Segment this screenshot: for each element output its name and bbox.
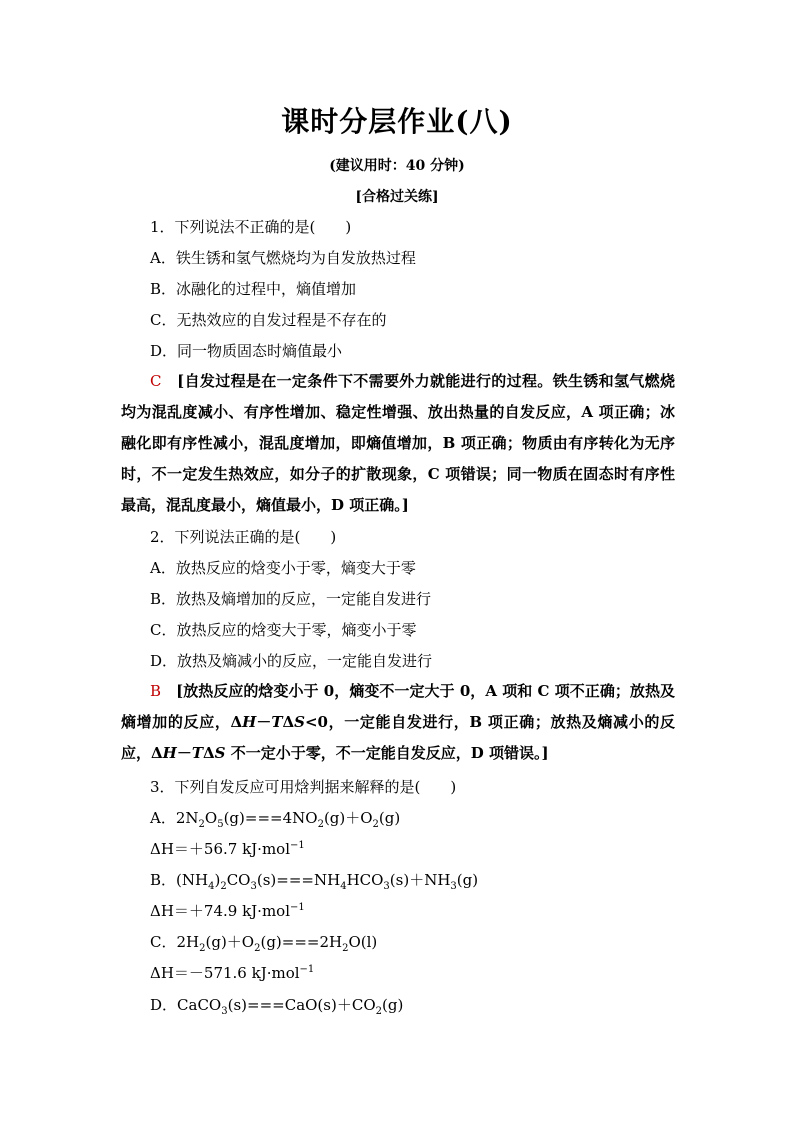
question-1-option-a: A．铁生锈和氢气燃烧均为自发放热过程	[150, 249, 416, 267]
question-3-option-b-enthalpy	[150, 900, 305, 921]
question-1-option-b: B．冰融化的过程中，熵值增加	[150, 280, 357, 298]
option-d-label: D．	[150, 996, 178, 1014]
question-3-option-a: A．$2N_2O_5(g)===4NO_2(g)+O_2(g)$	[150, 809, 401, 830]
option-a-enthalpy-value: ΔH＝＋56.7 kJ·mol	[150, 840, 291, 858]
question-3-option-b: B．$(NH_4)_2CO_3(s)===NH_4HCO_3(s)+NH_3(g)$	[150, 871, 479, 892]
question-1-option-c: C．无热效应的自发过程是不存在的	[150, 311, 387, 329]
question-1-explanation-text: [自发过程是在一定条件下不需要外力就能进行的过程。铁生锈和氢气燃烧均为混乱度减小、有序性增加、稳定性增强、放出热量的自发反应，A 项正确；冰融化即有序性减小，混乱度增加，即熵值增加，B 项正确；物质由有序转化为无序时，不一定发生热效应，如分子的扩散现象，C 项错误；同一物质在固态时有序性最高，混乱度最小，熵值最小，D 项正确。]	[121, 372, 675, 514]
question-2-explanation-part-3: 不一定小于零，不一定能自发反应，D 项错误。]	[225, 744, 549, 762]
question-2-stem: 2．下列说法正确的是( )	[150, 528, 337, 546]
question-3-option-c: C．$2H_2(g)+O_2(g)===2H_2O(l)$	[150, 933, 378, 954]
question-2-option-d: D．放热及熵减小的反应，一定能自发进行	[150, 652, 433, 670]
question-3-option-d: D．$CaCO_3(s)===CaO(s)+CO_2(g)$	[150, 996, 404, 1017]
question-2-option-c: C．放热反应的焓变大于零，熵变小于零	[150, 621, 417, 639]
question-2-option-b: B．放热及熵增加的反应，一定能自发进行	[150, 590, 432, 608]
question-1-explanation	[121, 366, 675, 521]
option-b-label: B．	[150, 871, 177, 889]
question-2-explanation-part-1: [放热反应的焓变小于 0，熵变不一定大于 0，A 项和 C 项不正确；放热及熵增加的反应，	[121, 682, 675, 731]
question-3-option-a-enthalpy	[150, 838, 305, 859]
unit-exponent: −1	[299, 964, 315, 975]
question-3-stem: 3．下列自发反应可用焓判据来解释的是( )	[150, 778, 457, 796]
option-c-label: C．	[150, 933, 177, 951]
question-2-explanation-part-2: <0，一定能自发进行，B 项正确；放热及熵减小的反应，	[121, 713, 675, 762]
question-1-stem: 1．下列说法不正确的是( )	[150, 218, 352, 236]
option-c-enthalpy-value: ΔH＝－571.6 kJ·mol	[150, 964, 300, 982]
unit-exponent: −1	[290, 840, 305, 851]
option-a-label: A．	[150, 809, 176, 827]
section-heading: [合格过关练]	[355, 189, 439, 205]
question-1-option-d: D．同一物质固态时熵值最小	[150, 342, 343, 360]
question-2-explanation: B [放热反应的焓变小于 0，熵变不一定大于 0，A 项和 C 项不正确；放热及熵增加的反应，ΔH－TΔS<0，一定能自发进行，B 项正确；放热及熵减小的反应，ΔH－TΔS 不一定小于零，不一定能自发反应，D 项错误。]	[121, 682, 675, 762]
option-b-enthalpy-value: ΔH＝＋74.9 kJ·mol	[150, 902, 291, 920]
page-title: 课时分层作业(八)	[281, 105, 513, 138]
question-2-answer: B	[150, 682, 162, 700]
question-3-option-c-enthalpy	[150, 962, 314, 983]
suggested-time: (建议用时：40 分钟)	[329, 158, 465, 174]
question-2-option-a: A．放热反应的焓变小于零，熵变大于零	[150, 559, 416, 577]
question-1-answer: C	[150, 372, 162, 390]
unit-exponent: −1	[290, 902, 305, 913]
